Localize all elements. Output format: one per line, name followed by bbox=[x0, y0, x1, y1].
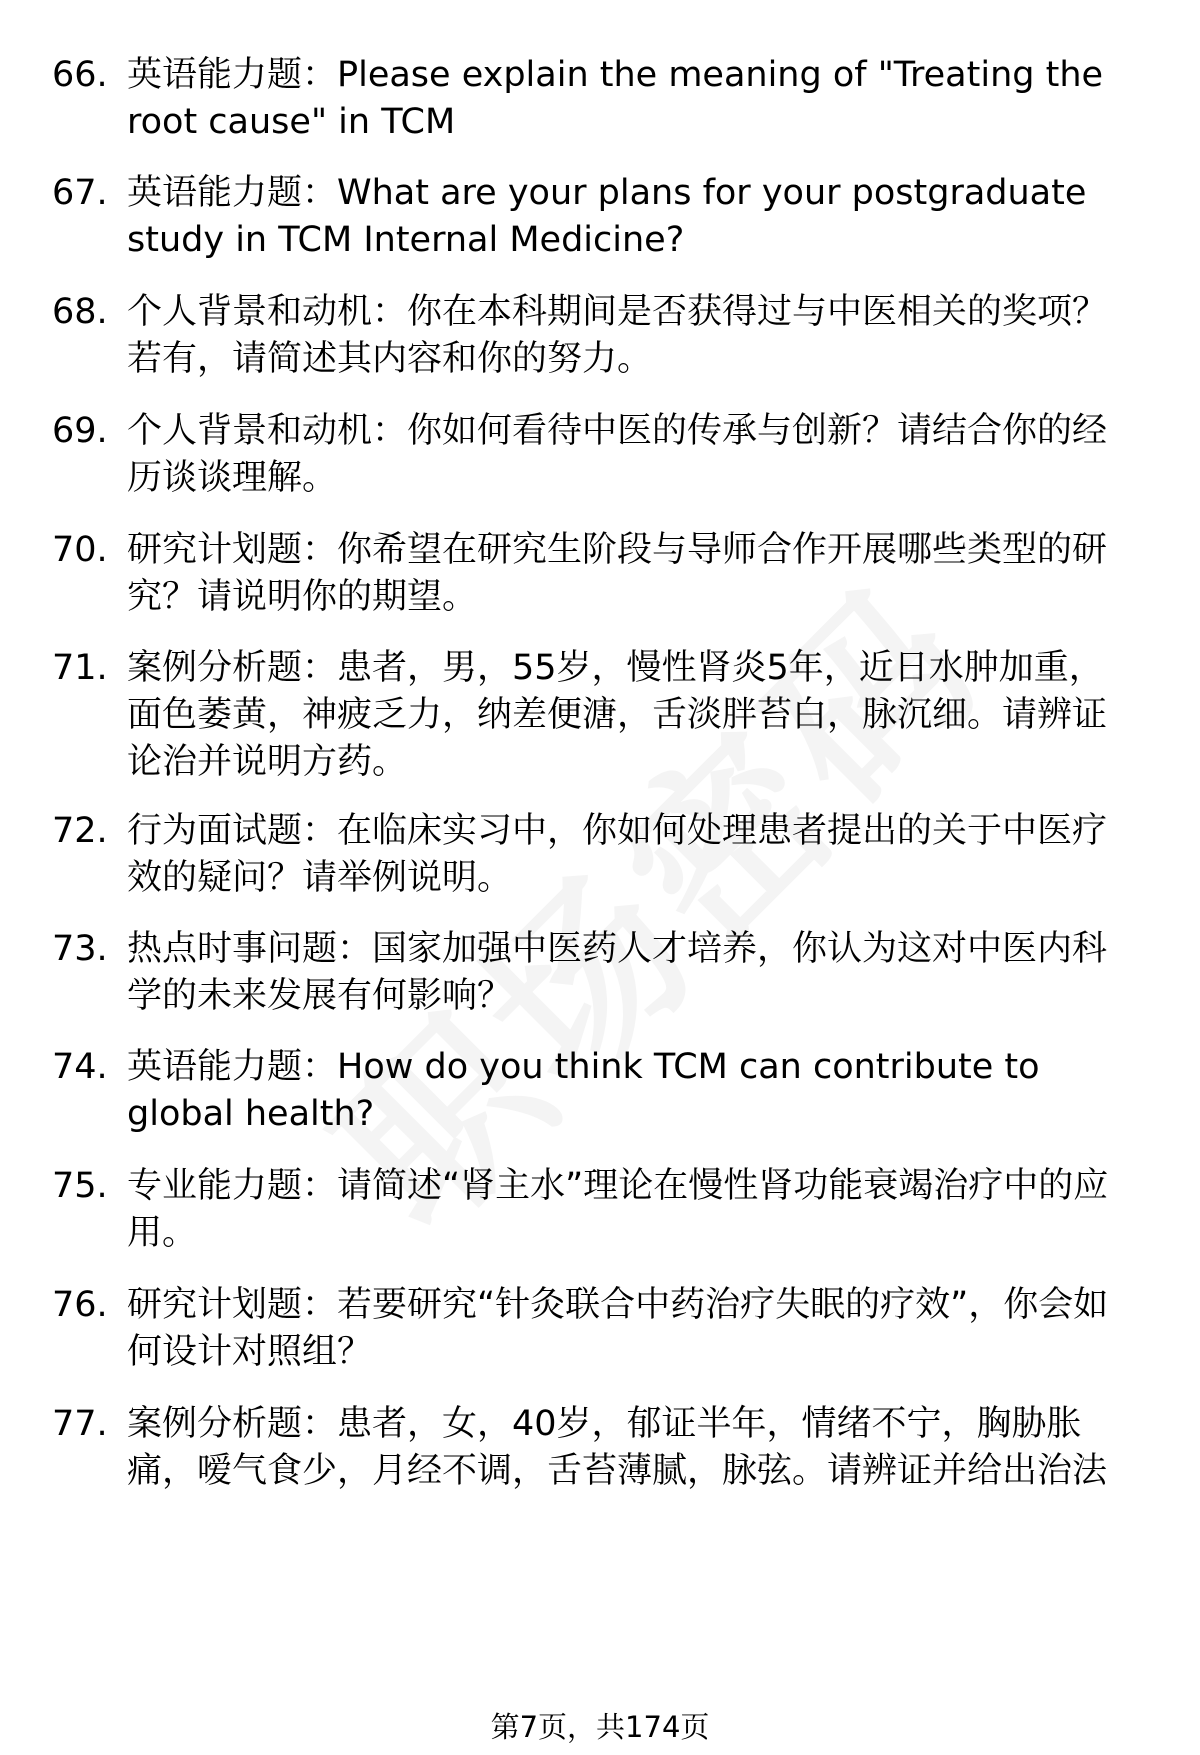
question-text: 行为面试题：在临床实习中，你如何处理患者提出的关于中医疗效的疑问？请举例说明。 bbox=[127, 811, 1108, 898]
question-number: 66. bbox=[52, 55, 108, 95]
question-text: 个人背景和动机：你如何看待中医的传承与创新？请结合你的经历谈谈理解。 bbox=[127, 411, 1108, 498]
question-number: 68. bbox=[52, 292, 108, 332]
question-number: 76. bbox=[52, 1285, 108, 1325]
page-number-footer: 第7页，共174页 bbox=[490, 1710, 710, 1744]
question-text: 个人背景和动机：你在本科期间是否获得过与中医相关的奖项？若有，请简述其内容和你的努力。 bbox=[127, 292, 1108, 379]
question-number: 70. bbox=[52, 530, 108, 570]
question-text: 专业能力题：请简述“肾主水”理论在慢性肾功能衰竭治疗中的应用。 bbox=[127, 1166, 1109, 1253]
question-number: 73. bbox=[52, 929, 108, 969]
question-text: 案例分析题：患者，男，55岁，慢性肾炎5年，近日水肿加重，面色萎黄，神疲乏力，纳差便溏，舌淡胖苔白，脉沉细。请辨证论治并说明方药。 bbox=[127, 648, 1108, 782]
question-text: 英语能力题：How do you think TCM can contribute to global health? bbox=[127, 1047, 1040, 1134]
question-number: 75. bbox=[52, 1166, 108, 1206]
question-number: 74. bbox=[52, 1047, 108, 1087]
question-text: 热点时事问题：国家加强中医药人才培养，你认为这对中医内科学的未来发展有何影响？ bbox=[127, 929, 1108, 1016]
question-number: 72. bbox=[52, 811, 108, 851]
question-number: 67. bbox=[52, 173, 108, 213]
question-text: 研究计划题：你希望在研究生阶段与导师合作开展哪些类型的研究？请说明你的期望。 bbox=[127, 530, 1108, 617]
question-text: 案例分析题：患者，女，40岁，郁证半年，情绪不宁，胸胁胀痛，嗳气食少，月经不调，舌苔薄腻，脉弦。请辨证并给出治法 bbox=[127, 1404, 1108, 1491]
question-number: 69. bbox=[52, 411, 108, 451]
question-text: 英语能力题：What are your plans for your postgraduate study in TCM Internal Medicine? bbox=[127, 173, 1087, 260]
question-number: 77. bbox=[52, 1404, 108, 1444]
question-text: 研究计划题：若要研究“针灸联合中药治疗失眠的疗效”，你会如何设计对照组？ bbox=[127, 1285, 1109, 1372]
question-text: 英语能力题：Please explain the meaning of "Treating the root cause" in TCM bbox=[127, 55, 1104, 142]
question-number: 71. bbox=[52, 648, 108, 688]
